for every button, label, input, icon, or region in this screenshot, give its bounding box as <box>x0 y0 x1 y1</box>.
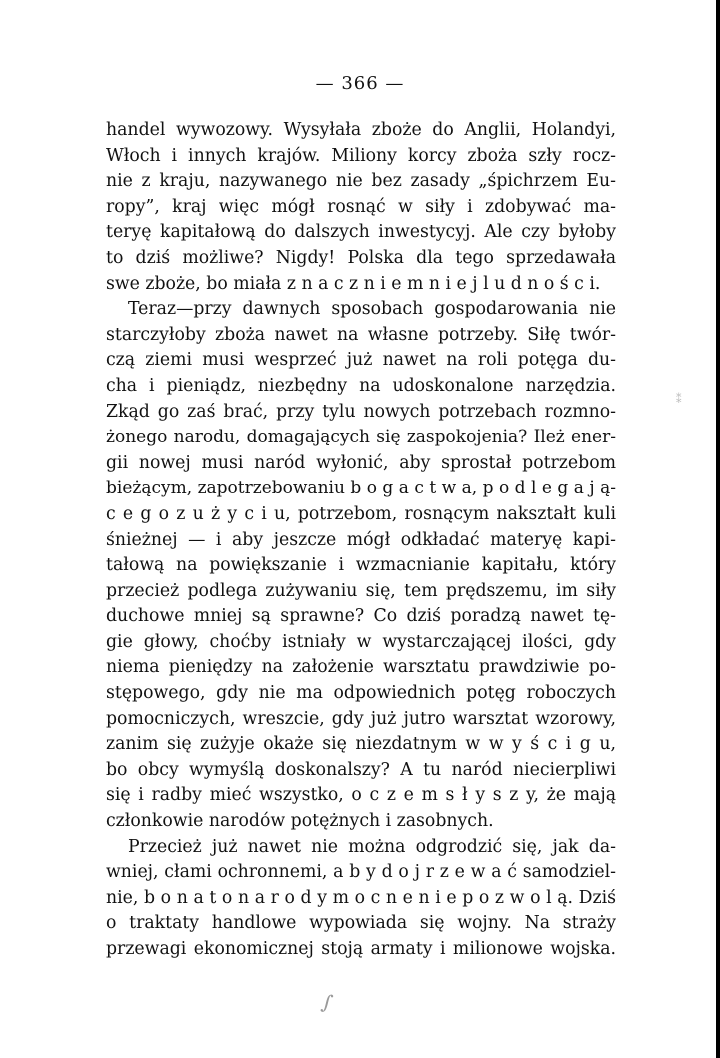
text-line: stępowego, gdy nie ma odpowiednich potęg roboczych <box>106 683 616 704</box>
text-line: przewagi ekonomicznej stoją armaty i milionowe wojska. <box>106 939 616 959</box>
text-line: bieżącym, zapotrzebowaniu b o g a c t w a, p o d l e g a j ą- <box>106 478 616 499</box>
text-line: przecież podlega zużywaniu się, tem prędszemu, im siły <box>106 580 616 601</box>
text-line: handel wywozowy. Wysyłała zboże do Anglii, Holandyi, <box>106 120 616 140</box>
text-line: śnieżnej — i aby jeszcze mógł odkładać materyę kapi- <box>106 529 616 550</box>
text-line: żonego narodu, domagających się zaspokojenia? Ileż ener- <box>106 427 616 448</box>
text-line: to dziś możliwe? Nigdy! Polska dla tego sprzedawała <box>106 247 616 268</box>
text-line: Zkąd go zaś brać, przy tylu nowych potrzebach rozmno- <box>106 401 616 422</box>
text-line: teryę kapitałową do dalszych inwestycyj. Ale czy byłoby <box>106 222 616 243</box>
text-line: ropy”, kraj więc mógł rosnąć w siły i zdobywać ma- <box>106 196 616 217</box>
text-line: zanim się zużyje okaże się niezdatnym w w y ś c i g u, <box>106 734 616 755</box>
text-line: pomocniczych, wreszcie, gdy już jutro warsztat wzorowy, <box>106 708 616 729</box>
margin-mark-icon: ⁑ <box>676 393 682 406</box>
text-line: członkowie narodów potężnych i zasobnych. <box>106 811 494 832</box>
text-line: Włoch i innych krajów. Miliony korcy zboża szły rocz- <box>106 145 616 166</box>
text-line: się i radby mieć wszystko, o c z e m s ł y s z y, że mają <box>106 785 616 806</box>
body-text <box>106 118 616 963</box>
text-line: Przecież już nawet nie można odgrodzić się, jak da- <box>128 836 616 857</box>
pencil-mark-icon: ∫ <box>319 989 335 1015</box>
text-line: Teraz—przy dawnych sposobach gospodarowania nie <box>128 299 616 320</box>
text-line: c e g o z u ż y c i u, potrzebom, rosnącym nakształt kuli <box>106 503 616 524</box>
text-line: wniej, cłami ochronnemi, a b y d o j r z e w a ć samodziel- <box>106 862 616 883</box>
text-line: czą ziemi musi wesprzeć już nawet na roli potęga du- <box>106 350 616 371</box>
text-line: tałową na powiększanie i wzmacnianie kapitału, który <box>106 555 616 576</box>
text-line: duchowe mniej są sprawne? Co dziś poradzą nawet tę- <box>106 606 616 627</box>
page-number: — 366 — <box>315 73 405 94</box>
text-line: cha i pieniądz, niezbędny na udoskonalone narzędzia. <box>106 375 616 396</box>
text-line: nie z kraju, nazywanego nie bez zasady „śpichrzem Eu- <box>106 171 616 192</box>
text-line: o traktaty handlowe wypowiada się wojny. Na straży <box>106 913 616 934</box>
scan-edge-shadow <box>716 0 720 1058</box>
text-line: bo obcy wymyślą doskonalszy? A tu naród niecierpliwi <box>106 759 616 780</box>
text-line: swe zboże, bo miała z n a c z n i e m n i e j l u d n o ś c i. <box>106 273 601 294</box>
text-line: starczyłoby zboża nawet na własne potrzeby. Siłę twór- <box>106 324 616 345</box>
text-line: niema pieniędzy na założenie warsztatu prawdziwie po- <box>106 657 616 678</box>
text-line: gii nowej musi naród wyłonić, aby sprostał potrzebom <box>106 452 616 473</box>
text-line: nie, b o n a t o n a r o d y m o c n e n i e p o z w o l ą. Dziś <box>106 887 616 908</box>
text-line: gie głowy, choćby istniały w wystarczającej ilości, gdy <box>106 631 616 652</box>
